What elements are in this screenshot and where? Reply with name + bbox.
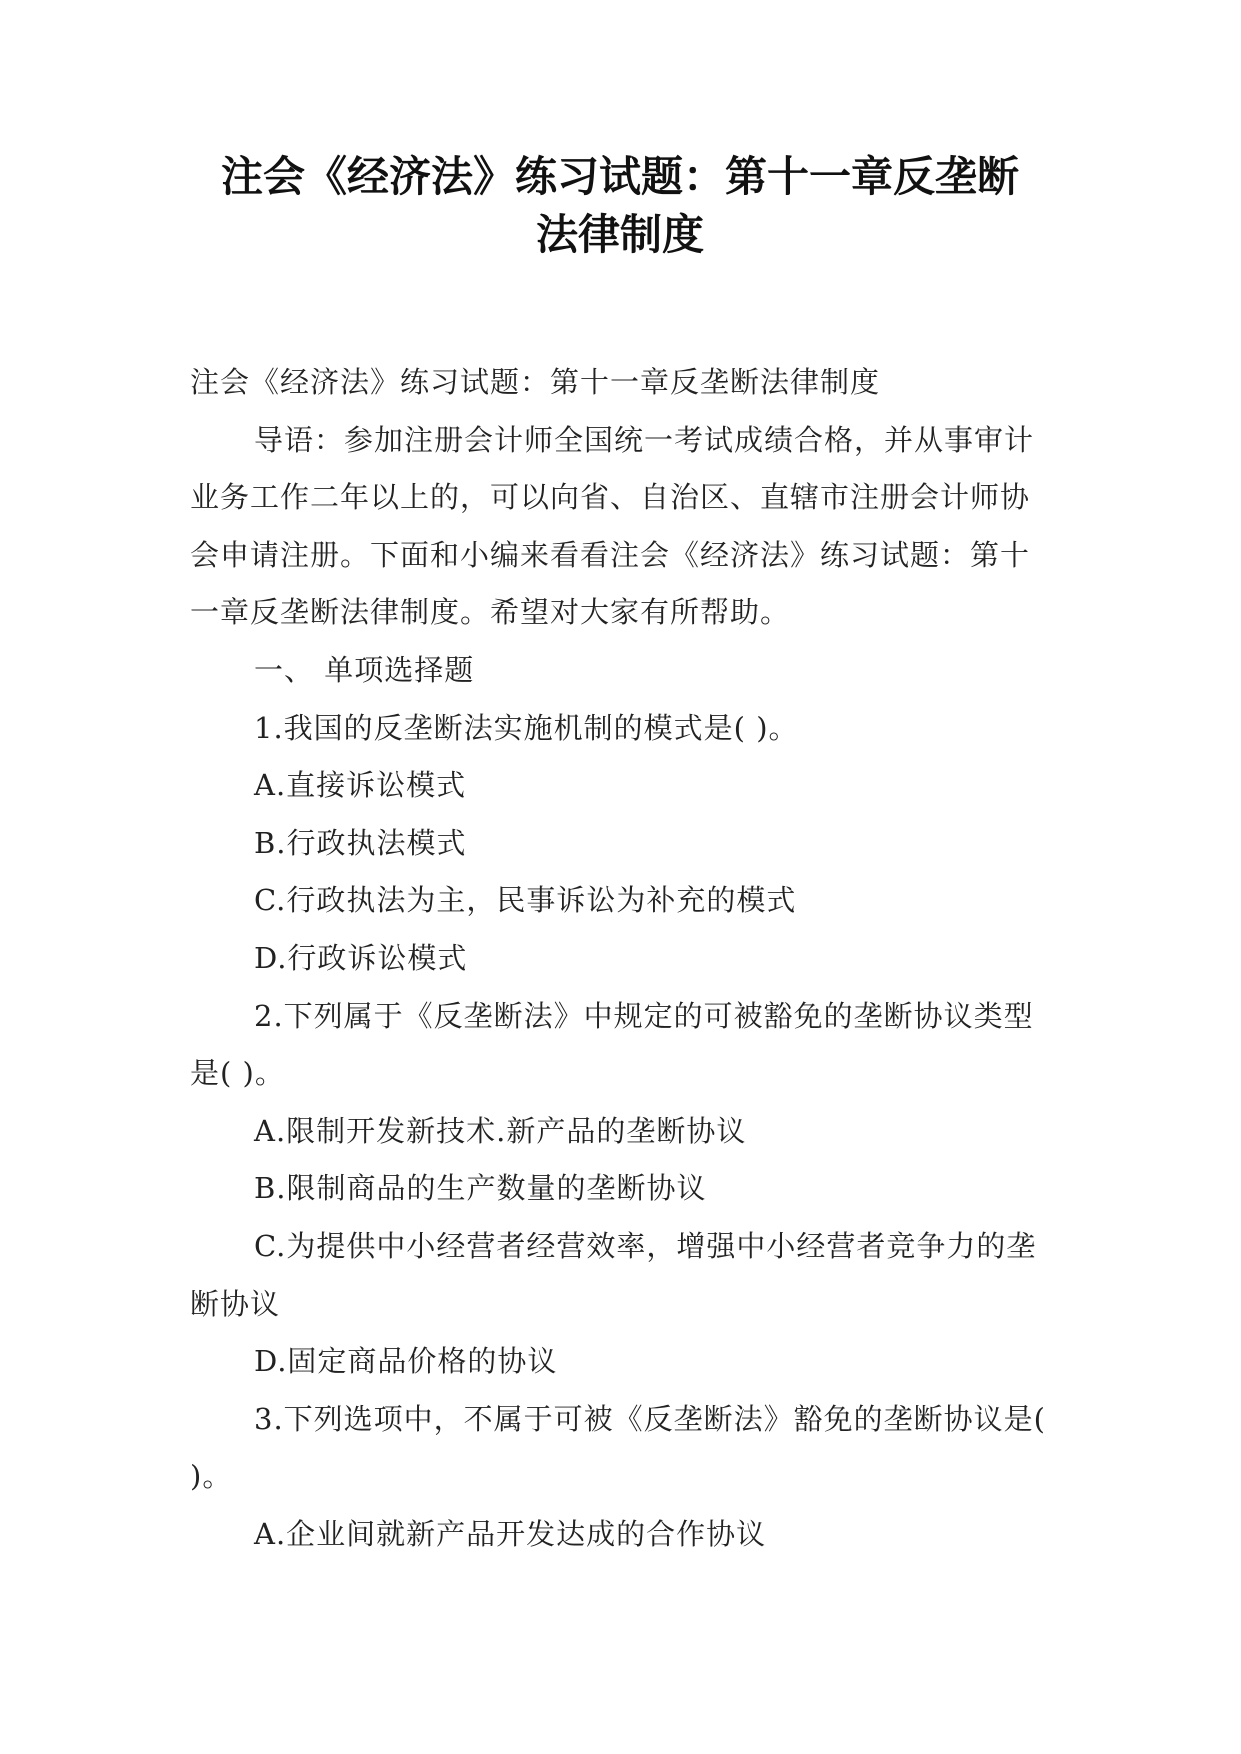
question-1-option-d: D.行政诉讼模式 [254,940,468,975]
question-2: 2.下列属于《反垄断法》中规定的可被豁免的垄断协议类型是( )。 [190,998,1034,1091]
question-1-option-b: B.行政执法模式 [254,825,467,860]
question-2-option-c: C.为提供中小经营者经营效率，增强中小经营者竞争力的垄断协议 [190,1228,1037,1321]
subtitle-paragraph: 注会《经济法》练习试题：第十一章反垄断法律制度 [190,365,881,399]
question-1-option-a: A.直接诉讼模式 [254,768,467,803]
question-3-option-a: A.企业间就新产品开发达成的合作协议 [254,1516,767,1551]
intro-paragraph: 导语：参加注册会计师全国统一考试成绩合格，并从事审计业务工作二年以上的，可以向省、自治区、直辖市注册会计师协会申请注册。下面和小编来看看注会《经济法》练习试题：第十一章反垄断法律制度。希望对大家有所帮助。 [190,422,1035,630]
document-body [190,354,1050,1563]
document-title [180,148,1060,264]
question-2-option-d: D.固定商品价格的协议 [254,1344,558,1379]
document-title-line1: 注会《经济法》练习试题：第十一章反垄断 [220,152,1019,201]
question-2-option-a: A.限制开发新技术.新产品的垄断协议 [254,1113,747,1148]
question-1-option-c: C.行政执法为主，民事诉讼为补充的模式 [254,883,797,918]
question-3: 3.下列选项中，不属于可被《反垄断法》豁免的垄断协议是( )。 [190,1401,1046,1494]
section-heading: 一、 单项选择题 [254,652,475,687]
document-title-line2: 法律制度 [535,210,704,259]
question-2-option-b: B.限制商品的生产数量的垄断协议 [254,1171,707,1206]
question-1: 1.我国的反垄断法实施机制的模式是( )。 [254,710,799,745]
